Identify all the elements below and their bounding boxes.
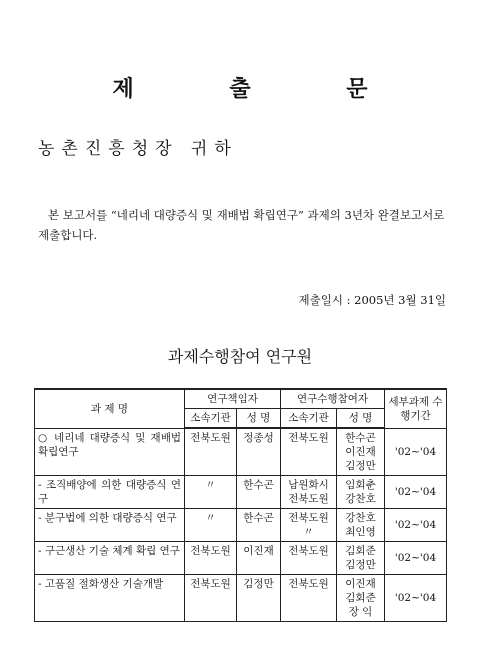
header-lead-name: 성 명 (237, 409, 281, 429)
participant-name: 김회준 (345, 592, 376, 604)
researcher-table (34, 388, 447, 622)
period-cell: '02∼'04 (385, 428, 447, 476)
lead-affiliation-cell: 〃 (185, 476, 237, 509)
lead-name-cell: 김정만 (237, 575, 281, 622)
header-period: 세부과제 수행기간 (385, 389, 447, 428)
lead-affiliation-cell: 전북도원 (185, 428, 237, 476)
recipient-line: 농촌진흥청장 귀하 (38, 139, 238, 159)
participant-name: 최인영 (345, 526, 376, 538)
participant-name: 장 익 (348, 606, 373, 618)
header-lead: 연구책임자 (185, 389, 281, 409)
participant-name: 김회준 (345, 545, 376, 557)
submission-statement: 본 보고서를 “네리네 대량증식 및 재배법 확립연구” 과제의 3년차 완결보고서로 제출합니다. (38, 208, 445, 242)
lead-affiliation-cell: 전북도원 (185, 542, 237, 575)
header-participant: 연구수행참여자 (281, 389, 385, 409)
submission-date: 제출일시 : 2005년 3월 31일 (298, 293, 446, 307)
lead-affiliation-cell: 전북도원 (185, 575, 237, 622)
participant-names-cell (337, 542, 385, 575)
header-part-name: 성 명 (337, 409, 385, 429)
project-cell: - 구근생산 기술 체계 확립 연구 (35, 542, 185, 575)
participant-affiliation-cell: 남원화시 전북도원 (281, 476, 337, 509)
participant-name: 김정만 (345, 460, 376, 472)
project-cell: - 고품질 절화생산 기술개발 (35, 575, 185, 622)
table-row (35, 575, 447, 622)
period-cell: '02∼'04 (385, 542, 447, 575)
table-title: 과제수행참여 연구원 (167, 347, 313, 366)
participant-name: 강찬호 (345, 493, 376, 505)
participant-names-cell (337, 428, 385, 476)
participant-name: 한수곤 (345, 432, 376, 444)
table-row (35, 428, 447, 476)
table-row (35, 509, 447, 542)
participant-affiliation-cell: 전북도원 〃 (281, 509, 337, 542)
participant-names-cell (337, 509, 385, 542)
participant-name: 임회춘 (345, 479, 376, 491)
participant-name: 강찬호 (345, 512, 376, 524)
header-project: 과 제 명 (35, 389, 185, 428)
lead-name-cell: 이진재 (237, 542, 281, 575)
project-cell: ○ 네리네 대량증식 및 재배법 확립연구 (35, 428, 185, 476)
participant-affiliation-cell: 전북도원 (281, 575, 337, 622)
period-cell: '02∼'04 (385, 476, 447, 509)
table-row (35, 542, 447, 575)
participant-affiliation-cell: 전북도원 (281, 542, 337, 575)
participant-name: 이진재 (345, 578, 376, 590)
header-part-affiliation: 소속기관 (281, 409, 337, 429)
header-lead-affiliation: 소속기관 (185, 409, 237, 429)
participant-name: 김정만 (345, 559, 376, 571)
period-cell: '02∼'04 (385, 509, 447, 542)
project-cell: - 분구법에 의한 대량증식 연구 (35, 509, 185, 542)
lead-name-cell: 한수곤 (237, 476, 281, 509)
lead-affiliation-cell: 〃 (185, 509, 237, 542)
document-title: 제 출 문 (112, 76, 412, 102)
lead-name-cell: 한수곤 (237, 509, 281, 542)
participant-names-cell (337, 476, 385, 509)
participant-affiliation-cell: 전북도원 (281, 428, 337, 476)
lead-name-cell: 정종성 (237, 428, 281, 476)
table-row (35, 476, 447, 509)
participant-name: 이진재 (345, 446, 376, 458)
participant-names-cell (337, 575, 385, 622)
period-cell: '02∼'04 (385, 575, 447, 622)
project-cell: - 조직배양에 의한 대량증식 연구 (35, 476, 185, 509)
